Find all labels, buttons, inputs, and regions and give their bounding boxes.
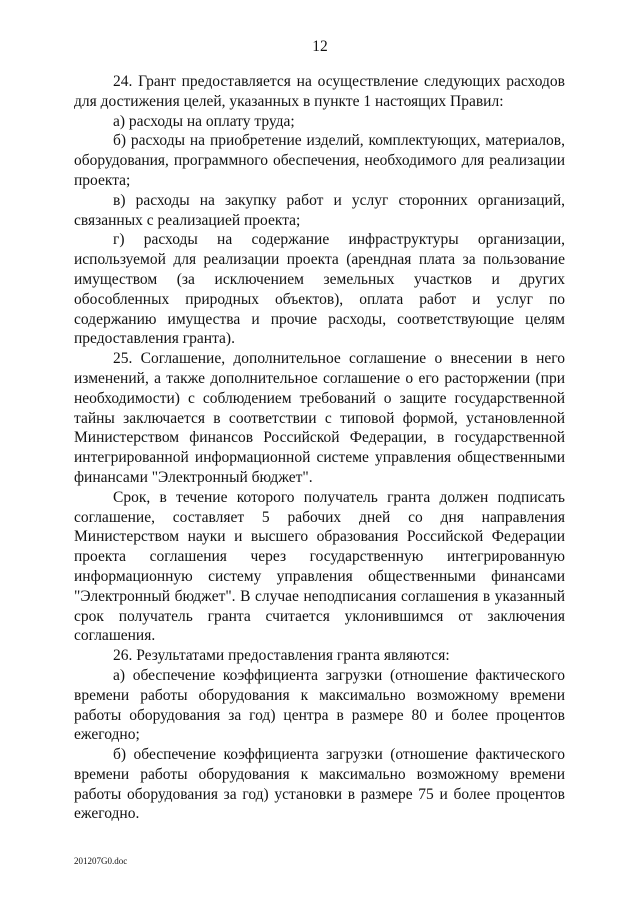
file-name-footer: 201207G0.doc [74,856,128,866]
paragraph-24-g: г) расходы на содержание инфраструктуры организации, используемой для реализации проекта (арендная плата за пользование имуществом (за исключением земельных участков и других обособленных природных объектов), оплата работ и услуг по содержанию имущества и прочие расходы, соответствующие целям предоставления гранта). [74,231,565,348]
paragraph-26-a: а) обеспечение коэффициента загрузки (отношение фактического времени работы оборудования к максимально возможному времени работы оборудования за год) центра в размере 80 и более процентов ежегодно; [74,666,565,744]
paragraph-24-a: а) расходы на оплату труда; [113,112,295,130]
paragraph-24: 24. Грант предоставляется на осуществление следующих расходов для достижения целей, указанных в пункте 1 настоящих Правил: [74,73,565,110]
paragraph-26: 26. Результатами предоставления гранта являются: [113,647,450,665]
paragraph-24-b: б) расходы на приобретение изделий, комплектующих, материалов, оборудования, программного обеспечения, необходимого для реализации проекта; [74,132,565,189]
paragraph-25-term: Срок, в течение которого получатель гранта должен подписать соглашение, составляет 5 рабочих дней со дня направления Министерством науки и высшего образования Российской Федерации проекта соглашения через государственную интегрированную информационную систему управления общественными финансами "Электронный бюджет". В случае неподписания соглашения в указанный срок получатель гранта считается уклонившимся от заключения соглашения. [74,488,565,645]
paragraph-25: 25. Соглашение, дополнительное соглашение о внесении в него изменений, а также дополнительное соглашение о его расторжении (при необходимости) с соблюдением требований о защите государственной тайны заключается в соответствии с типовой формой, установленной Министерством финансов Российской Федерации, в государственной интегрированной информационной системе управления общественными финансами "Электронный бюджет". [74,350,565,486]
paragraph-24-v: в) расходы на закупку работ и услуг сторонних организаций, связанных с реализацией проекта; [74,191,565,229]
page-number: 12 [312,38,328,55]
paragraph-26-b: б) обеспечение коэффициента загрузки (отношение фактического времени работы оборудования к максимально возможному времени работы оборудования за год) установки в размере 75 и более процентов ежегодно. [74,746,565,823]
document-body [74,72,565,824]
